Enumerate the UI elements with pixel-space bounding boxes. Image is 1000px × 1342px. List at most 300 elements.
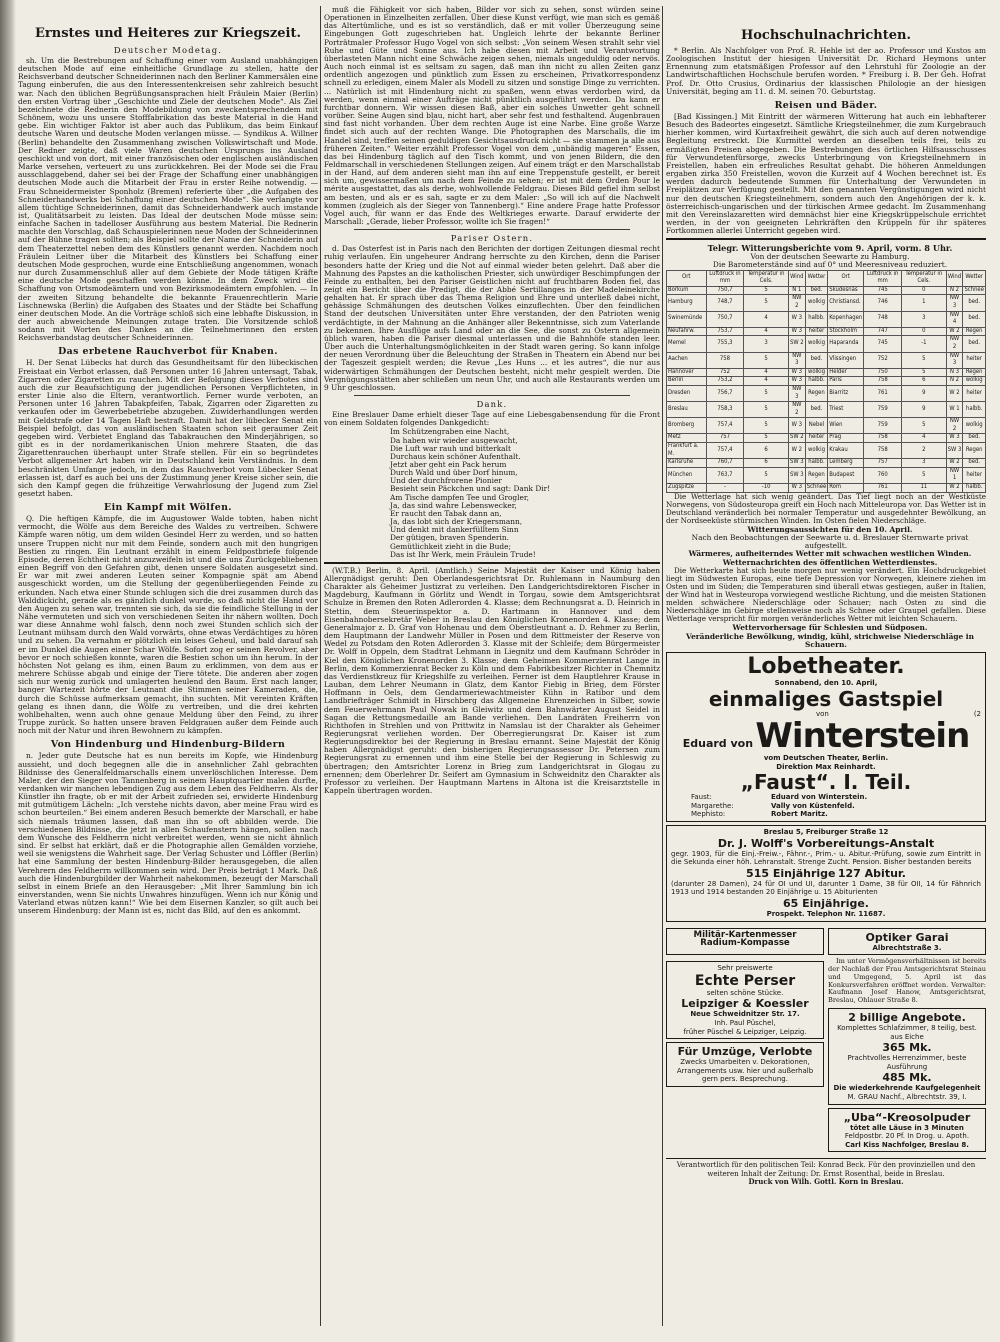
weather-table-cell: München [667, 467, 707, 483]
weather-table-cell: NW 3 [946, 295, 963, 311]
weather-table-row [667, 385, 986, 401]
weather-table-cell: Rom [828, 484, 864, 493]
weather-table-cell: 746 [864, 295, 902, 311]
weather-table-cell: Haparanda [828, 336, 864, 352]
poem-line: Jetzt aber geht ein Pack herum [390, 459, 507, 469]
weather-table-cell: Lemberg [828, 459, 864, 468]
ad-stack-left [666, 958, 824, 1155]
column-rule [320, 6, 321, 1326]
weather-table-cell: wolkig [963, 418, 986, 434]
weather-table-cell: W 2 [788, 443, 805, 459]
weather-table-cell: bed. [805, 286, 828, 295]
cast-entry [691, 793, 981, 802]
weather-table-cell: 5 [744, 352, 789, 368]
weather-table-cell: Helder [828, 368, 864, 377]
weather-table-cell: 753,2 [706, 377, 744, 386]
weather-table-cell: halbb. [963, 402, 986, 418]
weather-table-cell: W 3 [788, 377, 805, 386]
weather-table-cell: 755,3 [706, 336, 744, 352]
poem-line: Durch Wald und über Dorf hinum, [390, 468, 518, 478]
school-stats [671, 867, 981, 880]
weather-table-cell: Karlsruhe [667, 459, 707, 468]
weather-table-cell: Regen [963, 368, 986, 377]
newspaper-page [18, 6, 986, 1336]
moving-text: Zwecks Umarbeiten v. Dekorationen, Arrangements usw. hier und außerhalb gern pers. Besprechung. [676, 1058, 814, 1084]
weather-table-cell: Schnee [963, 286, 986, 295]
weather-report-title: Telegr. Witterungsberichte vom 9. April, vorm. 8 Uhr. [707, 243, 953, 254]
article-heading: Das erbetene Rauchverbot für Knaben. [58, 346, 278, 358]
section-title: Ernstes und Heiteres zur Kriegszeit. [35, 26, 301, 41]
poem-line: Er raucht den Tabak dann an, [390, 508, 502, 518]
weather-table-cell: 756,7 [706, 385, 744, 401]
weather-table-cell: bed. [963, 336, 986, 352]
weather-table-cell: 758,3 [706, 402, 744, 418]
weather-table-cell: 3 [902, 459, 947, 468]
weather-table-cell: 763,7 [706, 467, 744, 483]
weather-table-row [667, 377, 986, 386]
column-header: Luftdruck in mm [864, 270, 902, 286]
weather-table-cell: Schnee [805, 484, 828, 493]
weather-table-cell: SW 2 [788, 336, 805, 352]
poem-line: Am Tische dampfen Tee und Grogler, [390, 492, 529, 502]
weather-table-cell: 758 [864, 434, 902, 443]
article-text: sh. Um die Bestrebungen auf Schaffung einer vom Ausland unabhängigen deutschen Mode auf eine einheitliche Grundlage zu stellen, hatte der Reichsverband deutscher Schneiderinnen nach den Berliner Kammersälen eine Tagung einberufen, die aus den Interessentenkreisen sehr zahlreich besucht war. Nach den üblichen Begrüßungsansprachen hielt Fräulein Maier (Berlin) den ersten Vortrag über „Geschichte und Ziele der deutschen Mode“. Als Ziel bezeichnete die Rednerin den Modebildung von zweckentsprechendem mit Schönem, wozu uns unsere Stofffabrikation das beste Material in die Hand gebe. Ein wichtiger Faktor ist aber auch das Publikum, das beim Einkauf deutsche Waren und deutsche Moden verlangen müsse. — Syndikus A. Willner (Berlin) behandelte den Zusammenhang zwischen Volkswirtschaft und Mode. Der Redner zeigte, daß viele Waren deutschen Ursprungs ins Ausland geschickt und von dort, mit einer französischen oder englischen ausländischen Marke versehen, verteuert zu uns zurückkehren. Bei der Mode sei die Frau ausschlaggebend, daher sei bei der Frage der Schaffung einer unabhängigen deutschen Mode auch die Mitarbeit der Frau in erster Reihe notwendig. — Frau Schneidermeister Sponholz (Bremen) referierte über „die Aufgaben des Schneiderhandwerks bei Schaffung einer deutschen Mode“. Sie verlangte vor allem tüchtige Schneiderinnen, damit das Schneiderhandwerk auch imstande ist, Qualitätsarbeit zu leisten. Das Ideal der deutschen Mode müsse sein: einfache Sachen in tadelloser Ausführung aus bestem Material. Die Rednerin machte den Vorschlag, daß Schauspielerinnen neue Moden der Schneiderinnen auf der Bühne tragen sollten; als Beispiel sollte der Name der Schneiderin auf dem Theaterzettel neben dem des Künstlers genannt werden. Nachdem noch Fräulein Leitner über die Mitarbeit des Künstlers bei Schaffung einer deutschen Mode gesprochen, wurde eine Entschließung angenommen, wonach nur durch Zusammenschluß aller auf dem Gebiete der Mode tätigen Kräfte eine deutsche Mode geschaffen werden könne. In dem Zweck wird die Schaffung von Ortsmodeämtern und von Bezirksmodeämtern empfohlen. — In der zweiten Sitzung behandelte die bekannte Frauenrechtlerin Marie Lischnewska (Berlin) die Aufgaben des Staates und der Städte bei Schaffung einer deutschen Mode. An die Vorträge schloß sich eine lebhafte Diskussion, in der auch abweichende Meinungen zutage traten. Die Vorsitzende schloß sodann mit Worten des Dankes an die Teilnehmerinnen den ersten Reichsverbandstag deutscher Schneiderinnen. [18, 56, 318, 343]
section-title: Hochschulnachrichten. [740, 28, 912, 43]
weather-table-cell: W 3 [788, 418, 805, 434]
weather-table-cell: Frankfurt a. M. [667, 443, 707, 459]
article-heading: Deutscher Modetag. [113, 45, 223, 55]
column-header: Wind [946, 270, 963, 286]
weather-table-cell: W 1 [946, 402, 963, 418]
weather-table-cell: Swinemünde [667, 311, 707, 327]
weather-report-note: Die Barometerstände sind auf 0° und Meeresniveau reduziert. [712, 260, 948, 270]
forecast-source: Nach den Beobachtungen der Seewarte u. d. Breslauer Sternwarte privat aufgestellt. [691, 533, 969, 551]
weather-table-cell: 4 [744, 327, 789, 336]
weather-table-cell: 11 [902, 484, 947, 493]
weather-table-cell: 2 [902, 443, 947, 459]
weather-table-cell: wolkig [963, 377, 986, 386]
weather-table-row [667, 484, 986, 493]
weather-table-cell: Kopenhagen [828, 311, 864, 327]
weather-table-row [667, 443, 986, 459]
weather-table-cell: Paris [828, 377, 864, 386]
weather-table-cell: halbb. [805, 311, 828, 327]
weather-table-row [667, 336, 986, 352]
weather-table-cell: bed. [963, 295, 986, 311]
weather-table-cell: bed. [805, 352, 828, 368]
weather-service-heading: Wetternachrichten des öffentlichen Wetterdienstes. [722, 557, 938, 567]
cast-role: Faust: [691, 793, 712, 802]
ad-number: (2 [973, 709, 981, 718]
regional-forecast-heading: Wettervorhersage für Schlesien und Südposen. [732, 623, 928, 633]
divider [666, 238, 986, 240]
weather-table-cell: Skudesnäs [828, 286, 864, 295]
poem-line: Ja, das lobt sich der Kriegersmann, [390, 517, 523, 527]
column-header: Luftdruck in mm [706, 270, 744, 286]
weather-table-cell: bed. [963, 459, 986, 468]
powder-price: Feldpostbr. 20 Pf. In Drog. u. Apoth. [844, 1132, 970, 1141]
weather-table-cell: NW 2 [788, 402, 805, 418]
weather-table-cell: Regen [963, 443, 986, 459]
weather-table-cell: 5 [902, 467, 947, 483]
weather-table-row [667, 352, 986, 368]
article-heading: Ein Kampf mit Wölfen. [104, 502, 232, 514]
offer-1: Komplettes Schlafzimmer, 8 teilig, best. aus Eiche [837, 1024, 977, 1041]
weather-table-cell: SW 3 [788, 467, 805, 483]
page-binding-edge [0, 0, 16, 1342]
weather-table-cell: Biarritz [828, 385, 864, 401]
weather-table-cell: NW 3 [788, 385, 805, 401]
forecast-heading: Witterungsaussichten für den 10. April. [747, 525, 913, 534]
lice-powder-advertisement [828, 1108, 986, 1153]
weather-table-cell: - [706, 484, 744, 493]
weather-table-cell: 761 [864, 484, 902, 493]
article-heading: Pariser Ostern. [450, 233, 534, 244]
furniture-advertisement [828, 1008, 986, 1105]
weather-table-cell: Triest [828, 402, 864, 418]
actor-line [671, 716, 981, 757]
weather-report-source: Von der deutschen Seewarte zu Hamburg. [750, 252, 910, 262]
weather-table-cell: 758 [864, 443, 902, 459]
weather-table-cell: heiter [963, 467, 986, 483]
weather-table-cell: 5 [902, 418, 947, 434]
weather-table-cell: heiter [963, 385, 986, 401]
poem-line: Die Luft war rauh und bitterkalt [390, 443, 511, 453]
weather-table-cell: 4 [902, 434, 947, 443]
weather-table-cell: Stockholm [828, 327, 864, 336]
editors: Verantwortlich für den politischen Teil: Konrad Beck. Für den provinziellen und den weiteren Inhalt der Zeitung: Dr. Ernst Rosenthal, beide in Breslau. [676, 1161, 976, 1178]
cast-entry [691, 802, 981, 811]
optician-advertisement [828, 928, 986, 956]
legal-notice: Im unter Vermögensverhältnissen ist bereits der Nachlaß der Frau Amtsgerichtsrat Steinau und Umgegend, 5. April ist das Konkursverfahren eröffnet worden. Verwalter: Kaufmann Josef Hanow, Amtsgerichtsrat, Breslau, Ohlauer Straße 8. [828, 957, 986, 1005]
weather-table-cell: Nebel [805, 418, 828, 434]
weather-table-cell: 750 [864, 368, 902, 377]
weather-table-cell: SW 3 [946, 443, 963, 459]
weather-table-cell: W 3 [788, 484, 805, 493]
school-name: Dr. J. Wolff's Vorbereitungs-Anstalt [717, 836, 935, 850]
weather-table-cell: SW 2 [788, 434, 805, 443]
poem-line: Der gütigen, braven Spenderin. [390, 533, 509, 543]
carpet-title: Echte Perser [694, 972, 796, 989]
weather-table-cell: 752 [706, 368, 744, 377]
weather-table-cell: 0 [902, 327, 947, 336]
compass-line-2: Radium-Kompasse [700, 938, 790, 949]
weather-table-cell: W 3 [946, 434, 963, 443]
weather-table-cell: wolkig [805, 295, 828, 311]
column-header: Temperatur in Cels. [744, 270, 789, 286]
ad-stack-right [828, 958, 986, 1155]
column-header: Ort [667, 270, 707, 286]
weather-table-cell: 757,4 [706, 443, 744, 459]
cast-list [671, 793, 981, 819]
weather-table-cell: NW 2 [788, 295, 805, 311]
weather-table-cell: 5 [744, 295, 789, 311]
offer-2: Prachtvolles Herrenzimmer, beste Ausführung [847, 1054, 967, 1071]
weather-table-cell: Prag [828, 434, 864, 443]
weather-table-cell: W 2 [946, 385, 963, 401]
weather-table-cell: Zugspitze [667, 484, 707, 493]
column-header: Wetter [805, 270, 828, 286]
school-contact: Prospekt. Telephon Nr. 11687. [766, 910, 886, 919]
weather-table-cell: 757 [864, 459, 902, 468]
weather-table-cell: 3 [744, 336, 789, 352]
weather-table-cell: 5 [744, 286, 789, 295]
weather-table-cell: Regen [805, 467, 828, 483]
poem [324, 428, 660, 559]
weather-table-cell: NW 3 [946, 352, 963, 368]
cast-name: Robert Maritz. [771, 810, 828, 819]
poem-line: Im Schützengraben eine Nacht, [390, 427, 510, 437]
article-text: * Berlin. Als Nachfolger von Prof. R. Hehle ist der ao. Professor und Kustos am Zoologischen Institut der hiesigen Universität Dr. Richard Heymons unter Ernennung zum etatsmäßigen Professor auf den Lehrstuhl für Zoologie an der Landwirtschaftlichen Hochschule berufen worden. * Freiburg i. B. Der Geh. Hofrat Prof. Dr. Otto Crusius, Ordinarius der klassischen Philologie an der hiesigen Universität, beging am 11. d. M. seinen 70. Geburtstag. [666, 46, 986, 96]
weather-table [666, 270, 986, 493]
school-text-2: (darunter 28 Damen), 24 für OI und UI, darunter 1 Dame, 38 für OII, 14 für Fähnrich 1913 und 1914 bestanden 20 Einjährige u. 15 Abiturienten [671, 879, 981, 897]
weather-table-cell: 759 [864, 402, 902, 418]
weather-table-cell: Memel [667, 336, 707, 352]
poem-line: Ja, das sind wahre Lebenswecker, [390, 500, 517, 510]
printer: Druck von Wilh. Gottl. Korn in Breslau. [748, 1176, 904, 1186]
weather-table-cell: 6 [744, 443, 789, 459]
article-heading: Von Hindenburg und Hindenburg-Bildern [50, 739, 286, 751]
column-header: Ort [828, 270, 864, 286]
weather-table-cell: 4 [744, 377, 789, 386]
weather-table-cell: bed. [963, 434, 986, 443]
poem-line: Besieht sein Päckchen und sagt: Dank Dir! [390, 484, 551, 494]
divider [324, 562, 660, 564]
weather-table-cell: 5 [902, 368, 947, 377]
carpet-sub: selten schöne Stücke. [706, 988, 784, 997]
weather-table-cell: NW 3 [788, 352, 805, 368]
weather-table-cell: 3 [902, 311, 947, 327]
weather-table-cell: 6 [744, 459, 789, 468]
weather-summary: Die Wetterlage hat sich wenig geändert. Das Tief liegt noch an der Westküste Norwegens, von Südosteuropa greift ein Hoch nach Mitteleuropa vor. Das Wetter ist in Deutschland veränderlich bei normaler Temperatur und ausgedehnter Bewölkung, an der Nordseeküste stürmischen Winden. Im Osten fielen Niederschläge. [666, 491, 986, 525]
weather-table-header [667, 270, 986, 286]
weather-table-cell: W 3 [788, 327, 805, 336]
cast-name: Eduard von Winterstein. [771, 793, 868, 802]
weather-table-cell: Bromberg [667, 418, 707, 434]
weather-table-cell: W 2 [946, 327, 963, 336]
weather-table-cell: heiter [805, 434, 828, 443]
von-text: von [815, 709, 829, 718]
weather-table-cell: N 3 [946, 368, 963, 377]
weather-table-cell: wolkig [805, 368, 828, 377]
column-header: Wetter [963, 270, 986, 286]
weather-table-cell: 760 [864, 467, 902, 483]
weather-table-cell: Hamburg [667, 295, 707, 311]
weather-table-cell: Regen [805, 385, 828, 401]
weather-table-cell: Vlissingen [828, 352, 864, 368]
weather-table-cell: Wien [828, 418, 864, 434]
cast-role: Mephisto: [691, 810, 726, 819]
weather-table-cell: N 2 [946, 286, 963, 295]
weather-table-cell: NW 1 [946, 467, 963, 483]
weather-table-cell: SW 3 [788, 459, 805, 468]
ad-row [666, 958, 986, 1155]
weather-table-cell: heiter [963, 352, 986, 368]
weather-table-row [667, 467, 986, 483]
poem-line: Durchaus kein schöner Aufenthalt. [390, 451, 521, 461]
column-header: Temperatur in Cels. [902, 270, 947, 286]
theater-advertisement [666, 652, 986, 822]
article-text: d. Das Osterfest ist in Paris nach den Berichten der dortigen Zeitungen diesmal recht ruhig verlaufen. Ein ungeheurer Andrang herrschte zu den Kirchen, denn die Pariser besonders hatte der Krieg und die Not auf einmal wieder beten gelehrt. Daß aber die Mahnung des Papstes an die katholischen Priester, sich unwürdiger Beschimpfungen der Feinde zu enthalten, bei den Pariser Geistlichen nicht auf fruchtbaren Boden fiel, das zeigt ein Bericht über die Predigt, die der Abbé Sertillanges in der Madeleinekirche gehalten hat. Er sprach über das Thema Religion und Ehre und unterließ dabei nicht, gehässige Schmähungen des deutschen Volkes einzuflechten. Über den feindlichen Stand der deutschen Universitäten unter Ehre verstanden, der den Patrioten wenig verdächtigte, in der Mahnung an die Anhänger aller Bekenntnisse, sich zum Vaterlande zu bekennen. Ihre Ausflüge aufs Land oder an die See, die sonst zu Ostern allgemein üblich waren, haben die Pariser diesmal unterlassen und die Bahnhöfe standen leer. Über auch die Unterhaltungsmöglichkeiten in der Stadt waren gering. So kann infolge der neuen Verordnung über die Beleuchtung der Straßen in Theatern ein Abend nur bei der Tageszeit gespielt werden; die Revue „Les Huns ... et les autres“, die nur aus widerwärtigen Schmähungen der Deutschen besteht, nicht mehr gespielt werden. Die Vergnügungsstätten aber schließen um neun Uhr, und auch alle Restaurants werden um 9 Uhr geschlossen. [324, 244, 660, 392]
regional-forecast-text: Veränderliche Bewölkung, windig, kühl, strichweise Niederschläge in Schauern. [686, 631, 974, 649]
weather-table-cell: NW 4 [946, 311, 963, 327]
article-text: muß die Fähigkeit vor sich haben, Bilder vor sich zu sehen, sonst würden seine Operationen in Einzelheiten zerfallen. Über diese Kunst verfügt, wie man sich es gemäß das Altertümliche, und es ist so verständlich, daß er mit voller Überzeugung seine Eingebungen Gott zugeschrieben hat. Ungleich lehrte der bekannte Berliner Porträtmaler Professor Hugo Vogel von sich selbst: „Von seinem Wesen strahlt sehr viel Ruhe und Güte und Sonne aus. Ich habe diesen mit Arbeit und Verantwortung überlasteten Mann nicht eine Schwäche zeigen sehen, niemals ungeduldig oder nervös. Auch noch einmal ist es seltsam zu sagen, daß man ihn nicht zu allen Zeiten ganz ordentlich angezogen und pünktlich zum Essen zu erscheinen, Privatkorrespondenz schnell zu erledigen, einem Maler als Modell zu sitzen und sonstige Dinge zu verrichten. ... Natürlich ist mit Hindenburg nicht zu spaßen, wenn etwas verdorben wird, da werden, wenn einmal einer Aufträge nicht pünktlich ausgeführt werden. Da kann er furchtbar donnern. Wir wissen diesen Baß, aber ein solches Unwetter geht schnell vorüber. Seine Augen sind blau, nicht hart, aber sehr fest und festhaltend. Augenbrauen sind fast nicht vorhanden. Über dem rechten Auge ist eine Narbe. Eine große Warze findet sich auch auf der rechten Wange. Die Photographen des Marschalls, die im Handel sind, treffen seinen geduldigen Gesichtsausdruck nicht — sie stammen ja alle aus früheren Zeiten.“ Weiter erzählt Professor Vogel von dem „unbändig mageren“ Essen, das bei Hindenburg täglich auf den Tisch kommt, und von jenen Bildern, die den Feldmarschall in verschiedenen Stellungen zeigen. Auf einem trägt er den Marschallstab in der Hand, auf dem anderen sieht man ihn auf eine Treppenstufe gestellt, er bereit sich um, gewissermaßen um nach dem Feinde zu sehen; er ist mit dem Orden Pour le mérite ausgestattet, das als derbe, wohlwollende Feldgrau. Dieses Bild gefiel ihm selbst am besten, und als er es sah, sagte er zu dem Maler: „So will ich auf die Nachwelt kommen (zugleich als der Sieger von Tannenberg).“ Eine andere Frage hatte Professor Vogel auch, für wann er das Ende des Weltkrieges erwarte. Darauf erwiderte der Marschall: „Gerade, lieber Professor, wollte ich Sie fragen!“ [324, 6, 660, 227]
weather-table-row [667, 459, 986, 468]
poem-line: Gemütlichkeit zieht in die Bude; [390, 541, 511, 551]
carpet-owner-prev: früher Püschel & Leipziger, Leipzig. [683, 1027, 807, 1036]
optician-address: Albrechtstraße 3. [872, 943, 942, 952]
performance-date: Sonnabend, den 10. April, [774, 678, 878, 687]
stat-recent: 65 Einjährige. [783, 897, 869, 911]
actor-origin: vom Deutschen Theater, Berlin. [763, 754, 889, 763]
column-left [18, 6, 318, 1332]
weather-table-row [667, 286, 986, 295]
stat-abitur: 127 Abitur. [837, 866, 906, 880]
actor-first-name: Eduard von [682, 737, 754, 751]
carpet-address: Neue Schweidnitzer Str. 17. [690, 1010, 800, 1019]
article-text: n. Jeder gute Deutsche hat es nun bereits im Kopfe, wie Hindenburg aussieht, und doch begegnen alle die in ansehnlicher Zahl gebrachten Bildnisse des Generalfeldmarschalls einem unverlöschlichen Interesse. Dem Maler, der den Sieger von Tannenberg in seinem Hauptquartier malen durfte, verdanken wir manchen lebendigen Zug aus dem Leben des Feldherrn. Als der Künstler ihn fragte, ob er mit der Arbeit zufrieden sei, erwiderte Hindenburg mit gutmütigem Lächeln: „Ich verstehe nichts davon, aber meine Frau wird es schon beurteilen.“ Bei einem anderen Besuch bemerkte der Marschall, er habe sich niemals träumen lassen, daß man ihn so oft abbilden werde. Die verschiedenen Bildnisse, die jetzt in allen Schaufenstern hängen, sollen nach dem Wunsche des Feldherrn nicht verbreitet werden, wenn sie nicht ähnlich sind. Er selbst hat erklärt, daß er die Photographie allen Gemälden vorziehe, weil sie wenigstens die Wahrheit sage. Der Verlag Schuster und Löffler (Berlin) hat eine Sammlung der besten Hindenburg-Bilder herausgegeben, die allen Verehrern des Feldherrn willkommen sein wird. Der Preis beträgt 1 Mark. Daß auch die Hindenburgbilder der Wahrheit nahekommen, bezeugt der Marschall selbst in einem Briefe an den Herausgeber: „Mit Ihrer Sammlung bin ich einverstanden, wenn Sie nichts Unwahres hinzufügen. Wenn ich nur König und Vaterland etwas nützen kann!“ Wie bei dem Eisernen Kanzler, so gilt auch bei unserem Hindenburg: der Mann ist es, nicht das Bild, auf den es ankommt. [18, 751, 318, 916]
weather-table-row [667, 295, 986, 311]
poem-line: Das ist Ihr Werk, mein Fräulein Trude! [390, 549, 536, 559]
poem-line: Und denkt mit dankerfülltem Sinn [390, 525, 519, 535]
weather-table-cell: bed. [805, 402, 828, 418]
weather-table-row [667, 327, 986, 336]
forecast-text: Wärmeres, aufheiterndes Wetter mit schwachen westlichen Winden. [688, 549, 972, 559]
play-title: „Faust“. I. Teil. [740, 770, 912, 795]
carpet-firm: Leipziger & Koessler [681, 997, 809, 1011]
weather-table-cell: -1 [902, 336, 947, 352]
weather-table-row [667, 368, 986, 377]
weather-table-cell: 757 [706, 434, 744, 443]
optician-name: Optiker Garai [865, 930, 949, 944]
weather-table-cell: W 3 [788, 311, 805, 327]
weather-table-cell: Berlin [667, 377, 707, 386]
weather-table-cell: 748 [864, 311, 902, 327]
offer-firm: Die wiederkehrende Kaufgelegenheit [833, 1084, 981, 1093]
column-middle [324, 6, 660, 1332]
stat-einjaehrige: 515 Einjährige [746, 866, 836, 880]
weather-table-cell: Krakau [828, 443, 864, 459]
imprint [666, 1158, 986, 1186]
weather-table-cell: 758 [706, 352, 744, 368]
article-text: H. Der Senat Lübecks hat durch das Gesundheitsamt für den lübeckischen Freistaat ein Verbot erlassen, daß Personen unter 16 Jahren untersagt, Tabak, Zigarren oder Zigaretten zu rauchen. Mit der Befolgung dieses Verbotes sind auch die zur Beaufsichtigung der jugendlichen Personen Verpflichteten, in erster Linie also die Eltern, verantwortlich. Ferner wurde verboten, an Personen unter 16 Jahren Tabakpfeifen, Tabak, Zigarren oder Zigaretten zu verkaufen oder im Gewerbebetriebe abzugeben. Zuwiderhandlungen werden mit Geldstrafe oder 14 Tagen Haft bestraft. Damit hat der lübecker Senat ein Beispiel befolgt, das von ausländischen Staaten schon seit geraumer Zeit gegeben wird. Verbietet England das Tabakrauchen den Minderjährigen, so gibt es in der nordamerikanischen Union mehrere Staaten, die das Zigarettenrauchen überhaupt unter Strafe stellen. Für ein so begründetes Verbot allgemeiner Art haben wir in Deutschland kein Verständnis. In dem beschränkten Umfange jedoch, in dem das Rauchverbot vom Lübecker Senat erlassen ist, darf es auch bei uns der Zustimmung jener Kreise sicher sein, die sich den Kampf gegen die frühzeitige Verwahrlosung der Jugend zum Ziel gesetzt haben. [18, 358, 318, 498]
weather-table-cell: Borkum [667, 286, 707, 295]
poem-line: Da haben wir wieder ausgewacht, [390, 435, 518, 445]
weather-table-cell: halbb. [963, 484, 986, 493]
cast-name: Vally von Küstenfeld. [771, 801, 855, 810]
cast-entry [691, 810, 981, 819]
article-text: Q. Die heftigen Kämpfe, die im Augustower Walde tobten, haben nicht vermocht, die Wölfe aus dem Bereiche des Waldes zu vertreiben. Schwere Kämpfe waren nötig, um dem wilden Gesindel Herr zu werden, und so hatten unsere Truppen nicht nur mit dem Feinde, sondern auch mit den hungrigen Bestien zu ringen. Ein Leutnant erzählt in einem Feldpostbriefe folgende Episode, deren Echtheit nicht anzuzweifeln ist und die uns Zurückgebliebenen einen Begriff von den Gefahren gibt, denen unsere Soldaten ausgesetzt sind. Er war mit zwei anderen Leuten seiner Kompagnie spät am Abend ausgeschickt worden, um die Stellung der gegenüberliegenden Feinde zu erkunden. Nach etwa einer Stunde schlugen sich die drei zusammen durch das Walddickicht, gerade als es gänzlich dunkel wurde, so daß nicht die Hand vor den Augen zu sehen war, trennten sie sich, da sie die feindliche Stellung in der Nähe vermuteten und sich von verschiedenen Seiten ihr nähern wollten. Doch war diese Annahme wohl falsch, denn noch zwei Stunden schlich sich der Leutnant mühsam durch den Wald vorwärts, ohne etwas Verdächtiges zu hören und zu sehen. Da vernahm er plötzlich ein leises Geheul, und bald darauf sah er im Dunkel die Augen einer Schar Wölfe. Sofort zog er seinen Revolver, aber bevor er noch schießen konnte, waren die Bestien schon um ihn herum. In der höchsten Not gelang es ihm, einen Baum zu erklimmen, von dem aus er mehrere Schüsse abgab und einige der Tiere tötete. Die anderen aber zogen sich nur wenig zurück und umlagerten heulend den Baum. Erst nach langer, banger Wartezeit hörte der Leutnant die Stimmen seiner Kameraden, die, durch die Schüsse aufmerksam gemacht, ihn suchten. Mit vereinten Kräften gelang es ihnen dann, die Wölfe zu vertreiben, und die drei kehrten wohlbehalten, wenn auch ohne genaue Meldung über den Feind, zu ihrer Truppe zurück. So hatten unsere braven Feldgrauen außer dem Feinde auch noch mit der Natur und ihren Bewohnern zu kämpfen. [18, 514, 318, 736]
weather-table-cell: 758 [864, 377, 902, 386]
weather-table-cell: bed. [963, 311, 986, 327]
weather-table-cell: wolkig [805, 336, 828, 352]
weather-table-cell: halbb. [805, 377, 828, 386]
weather-table-cell: N 1 [788, 286, 805, 295]
weather-table-cell: 5 [744, 467, 789, 483]
powder-claim: tötet alle Läuse in 3 Minuten [850, 1123, 964, 1132]
offer-1-price: 365 Mk. [882, 1041, 932, 1055]
weather-table-cell: N 2 [946, 377, 963, 386]
weather-table-cell: 748,7 [706, 295, 744, 311]
weather-table-cell: W 3 [788, 368, 805, 377]
weather-table-cell: 745 [864, 336, 902, 352]
weather-table-cell: 1 [902, 295, 947, 311]
weather-table-cell: wolkig [805, 443, 828, 459]
weather-table-cell: Regen [963, 327, 986, 336]
compass-line-1: Militär-Kartenmesser [693, 929, 797, 940]
weather-table-cell: 4 [744, 311, 789, 327]
weather-table-cell: Budapest [828, 467, 864, 483]
weather-table-cell: 6 [902, 377, 947, 386]
weather-table-cell: Christiansd. [828, 295, 864, 311]
weather-table-cell: 9 [902, 402, 947, 418]
guest-performance: einmaliges Gastspiel [708, 686, 944, 711]
article-text: Eine Breslauer Dame erhielt dieser Tage auf eine Liebesgabensendung für die Front von einem Soldaten folgendes Dankgedicht: [324, 410, 660, 428]
weather-table-row [667, 434, 986, 443]
ad-row [666, 925, 986, 959]
carpet-top: Sehr preiswerte [717, 964, 773, 973]
column-header: Wind [788, 270, 805, 286]
weather-table-cell: W 2 [946, 459, 963, 468]
moving-advertisement [666, 1042, 824, 1087]
powder-name: „Uba“-Kreosolpuder [843, 1110, 971, 1124]
carpet-owner: Inh. Paul Püschel, [714, 1019, 776, 1027]
weather-table-cell: -10 [744, 484, 789, 493]
weather-table-cell: 759 [864, 418, 902, 434]
weather-table-row [667, 402, 986, 418]
weather-table-cell: W 2 [946, 484, 963, 493]
moving-title: Für Umzüge, Verlobte [677, 1045, 813, 1059]
weather-table-cell: 9 [902, 385, 947, 401]
weather-table-cell: 5 [744, 402, 789, 418]
weather-table-cell: 761 [864, 385, 902, 401]
direction: Direktion Max Reinhardt. [776, 762, 876, 771]
weather-table-row [667, 418, 986, 434]
column-right [666, 6, 986, 1332]
weather-table-cell: Breslau [667, 402, 707, 418]
article-text: [Bad Kissingen.] Mit Eintritt der wärmeren Witterung hat auch ein lebhafterer Besuch des Badeortes eingesetzt. Sämtliche Kriegsteilnehmer, die zum Kurgebrauch hierher kommen, wird Kurtaxfreiheit gewährt, die sich auch auf deren notwendige Begleitung erstreckt. Die Kurmittel werden an dieselben teils frei, teils zu ermäßigten Preisen abgegeben. Die Bestrebungen des örtlichen Hilfsausschusses für Verwundetenfürsorge, zwecks Unterbringung von Kriegsteilnehmern in Freistellen, haben ein erfreuliches Resultat gehabt. Die höheren Anmeldungen ergaben zirka 350 Freistellen, wovon die Kurzeit auf 4 Wochen berechnet ist. Es werden dadurch bedeutende Summen für Unterhaltung der Verwundeten in Freiplätzen zur Verfügung gestellt. Mit den genannten Vergünstigungen wird nicht nur den deutschen Kriegsteilnehmern, sondern auch den Angehörigen der k. k. österreichisch-ungarischen und der türkischen Armee gedacht. Im Zusammenhang mit den Vereinslazaretten wird demnächst hier eine Kriegskrüppelschule errichtet werden, in der von geeigneten Lehrkräften den Krüppeln für ihr späteres Fortkommen allerlei Unterricht gegeben wird. [666, 111, 986, 236]
weather-table-cell: 757,4 [706, 418, 744, 434]
weather-table-cell: 5 [744, 385, 789, 401]
official-announcement: (W.T.B.) Berlin, 8. April. (Amtlich.) Seine Majestät der Kaiser und König haben Allergnädigst geruht: Den Oberlandesgerichtsrat Dr. Ruhlemann in Naumburg den Charakter als Geheimer Justizrat zu verleihen. Den Landgerichtsdirektoren Fischer in Magdeburg, Kaufmann in Görlitz und Wendt in Torgau, sowie dem Amtsgerichtsrat Schulze in Bremen den Roten Adlerorden 4. Klasse; dem Rechnungsrat a. D. Heinrich in Stettin, dem Steuerinspektor a. D. Hartmann in Hannover und dem Eisenbahnobersekretär Weber in Breslau den Königlichen Kronenorden 4. Klasse; dem Generalmajor z. D. Graf von Hohenau und dem Oberstleutnant a. D. Rehmer zu Berlin, dem Hauptmann der Landwehr Müller in Posen und dem Rittmeister der Reserve von Wedel zu Potsdam den Roten Adlerorden 3. Klasse mit der Schleife; dem Bürgermeister Dr. Wolff in Oppeln, dem Stadtrat Lehmann in Liegnitz und dem Kaufmann Schröder in Kiel den Königlichen Kronenorden 3. Klasse; dem Geheimen Kommerzienrat Lange in Berlin, dem Kommerzienrat Becker zu Köln und dem Fabrikbesitzer Richter in Chemnitz das Verdienstkreuz für Kriegshilfe zu verleihen. Ferner ist dem Hauptlehrer Krause in Lauban, dem Lehrer Neumann in Glatz, dem Kantor Fiebig in Brieg, dem Förster Hoffmann in Oels, dem Gendarmeriewachtmeister Kühn in Ratibor und dem Landbriefträger Schmidt in Hirschberg das Allgemeine Ehrenzeichen in Silber, sowie dem Feuerwehrmann Paul Nowak in Gleiwitz und dem Bahnwärter August Seidel in Sagan die Rettungsmedaille am Bande verliehen. Den Landräten Freiherrn von Richthofen in Strehlen und von Prittwitz in Namslau ist der Charakter als Geheimer Regierungsrat verliehen worden. Der Oberregierungsrat Dr. Kaiser ist zum Regierungsdirektor bei der Regierung in Breslau ernannt. Seine Majestät der König haben Allergnädigst geruht: den bisherigen Regierungsassessor Dr. Petersen zum Regierungsrat zu ernennen und ihm eine Stelle bei der Regierung in Schleswig zu übertragen; den Amtsrichter Lorenz in Brieg zum Landgerichtsrat in Glogau zu ernennen; dem Oberlehrer Dr. Seifert am Gymnasium in Schweidnitz den Charakter als Professor zu verleihen. Der Hauptmann Martens in Altona ist die Kreisarztstelle in Kappeln übertragen worden. [324, 565, 660, 796]
carpet-advertisement [666, 961, 824, 1039]
weather-table-cell: 753,7 [706, 327, 744, 336]
weather-table-cell: 750,7 [706, 311, 744, 327]
article-heading: Reisen und Bäder. [774, 99, 878, 111]
weather-table-cell: Aachen [667, 352, 707, 368]
school-text: gegr. 1903, für die Einj.-Freiw.-, Fähnr.-, Prim.- u. Abitur.-Prüfung, sowie zum Eintritt in die Sekunda einer höh. Lehranstalt. Strenge Zucht. Pension. Bisher bestanden bereits [671, 849, 981, 867]
weather-table-cell: 745 [864, 286, 902, 295]
weather-table-cell: Hannover [667, 368, 707, 377]
theater-name: Lobetheater. [747, 653, 905, 679]
weather-table-cell: 752 [864, 352, 902, 368]
weather-table-cell: Neufahrw. [667, 327, 707, 336]
weather-table-cell: 4 [744, 368, 789, 377]
weather-table-cell: 5 [902, 352, 947, 368]
divider [354, 395, 630, 396]
weather-table-cell: 5 [744, 418, 789, 434]
actor-name: Winterstein [755, 716, 970, 757]
offer-address: M. GRAU Nachf., Albrechtstr. 39, I. [847, 1092, 967, 1101]
weather-table-cell: heiter [805, 327, 828, 336]
weather-table-cell: 747 [864, 327, 902, 336]
weather-table-cell: 760,7 [706, 459, 744, 468]
weather-table-cell: NW 2 [946, 418, 963, 434]
school-advertisement [666, 825, 986, 922]
column-rule [662, 6, 663, 1326]
weather-table-row [667, 311, 986, 327]
weather-table-cell: 5 [744, 434, 789, 443]
